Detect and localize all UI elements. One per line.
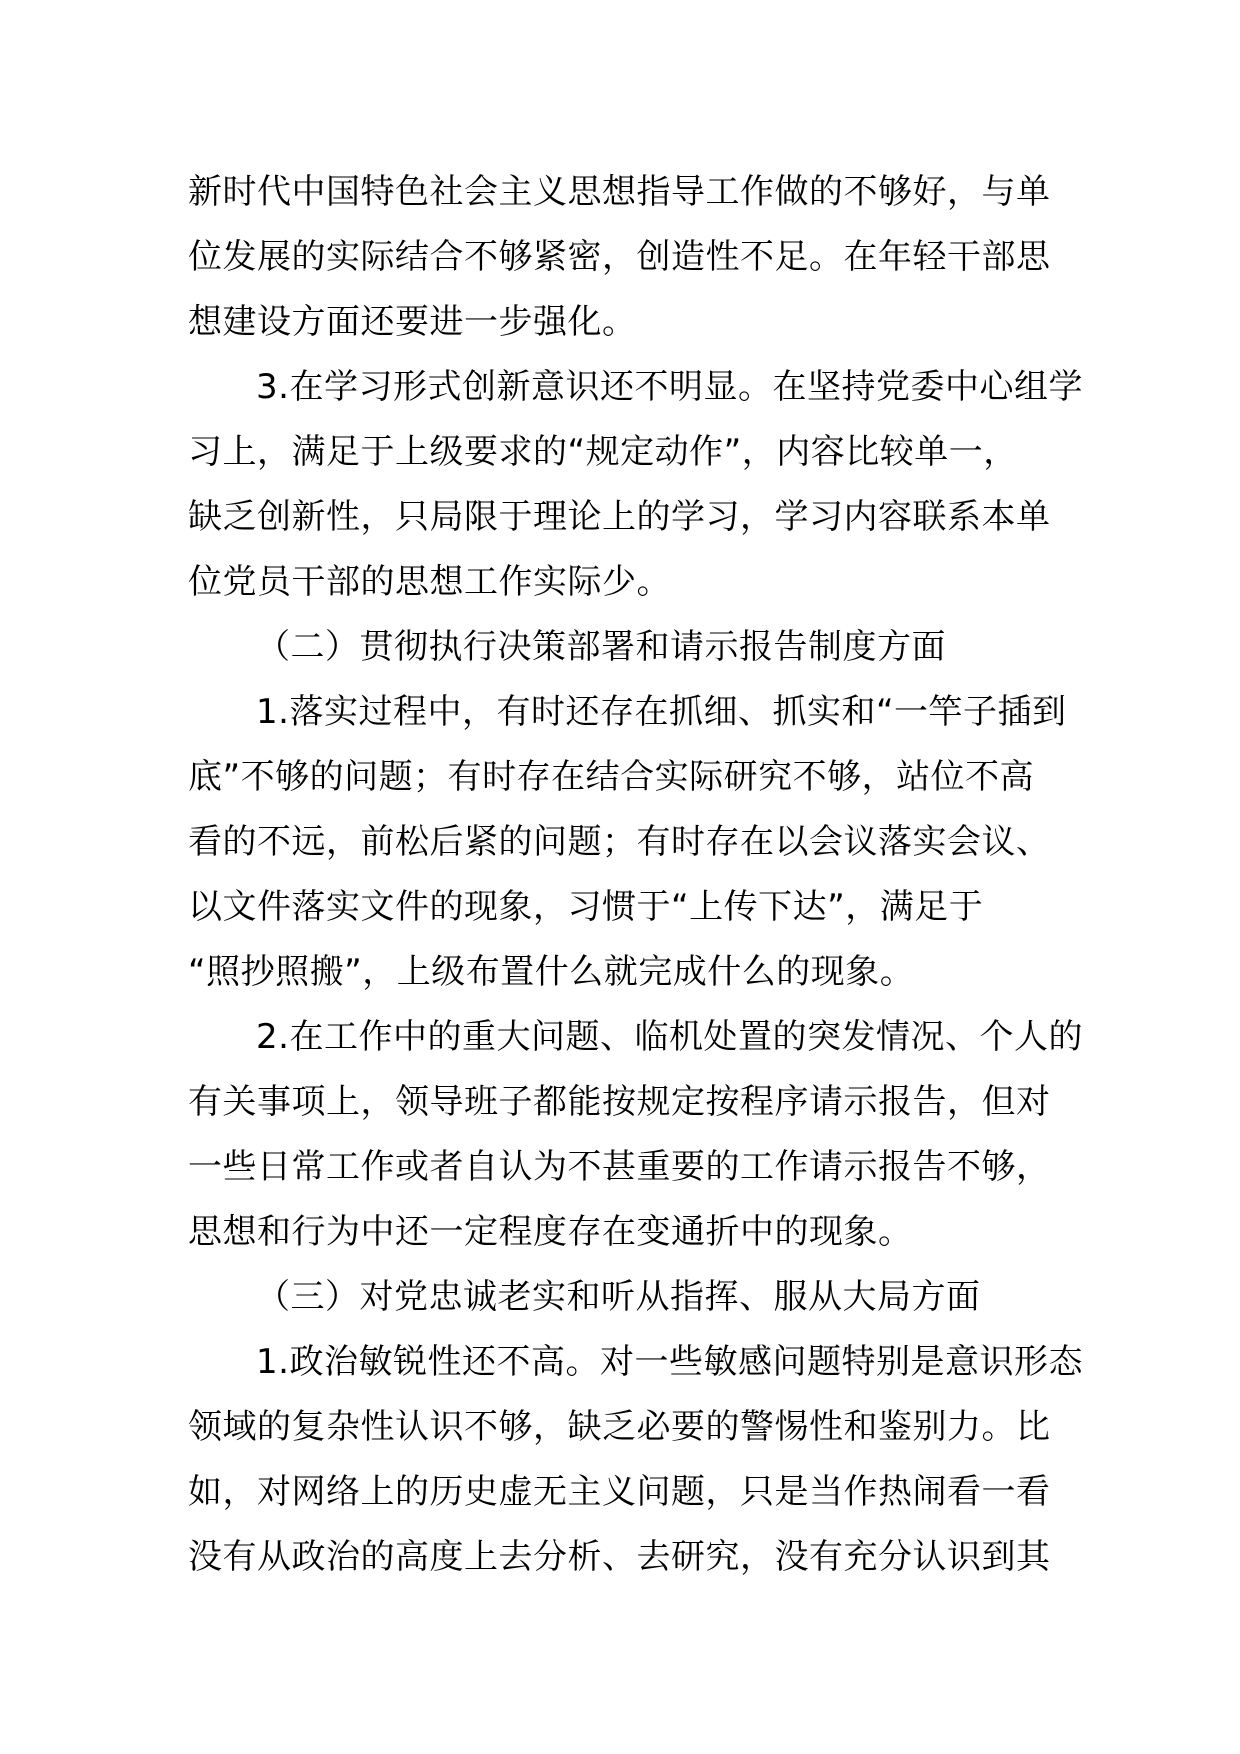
text-line: 领域的复杂性认识不够，缺乏必要的警惕性和鉴别力。比 xyxy=(188,1407,1051,1447)
text-line: 位党员干部的思想工作实际少。 xyxy=(188,562,671,602)
text-line: 3.在学习形式创新意识还不明显。在坚持党委中心组学 xyxy=(256,367,1083,407)
text-line: 以文件落实文件的现象，习惯于“上传下达”，满足于 xyxy=(188,887,984,927)
text-line: 1.落实过程中，有时还存在抓细、抓实和“一竿子插到 xyxy=(256,692,1067,732)
text-line: 新时代中国特色社会主义思想指导工作做的不够好，与单 xyxy=(188,172,1051,212)
text-line: 有关事项上，领导班子都能按规定按程序请示报告，但对 xyxy=(188,1082,1051,1122)
text-line: 看的不远，前松后紧的问题；有时存在以会议落实会议、 xyxy=(188,822,1051,862)
text-line: 1.政治敏锐性还不高。对一些敏感问题特别是意识形态 xyxy=(256,1342,1083,1382)
text-line: “照抄照搬”，上级布置什么就完成什么的现象。 xyxy=(188,952,915,992)
text-line: 习上，满足于上级要求的“规定动作”，内容比较单一， xyxy=(188,432,1018,472)
text-line: 没有从政治的高度上去分析、去研究，没有充分认识到其 xyxy=(188,1537,1051,1577)
text-line: 2.在工作中的重大问题、临机处置的突发情况、个人的 xyxy=(256,1017,1083,1057)
section-heading: （三）对党忠诚老实和听从指挥、服从大局方面 xyxy=(256,1277,981,1317)
text-line: 想建设方面还要进一步强化。 xyxy=(188,302,637,342)
text-line: 如，对网络上的历史虚无主义问题，只是当作热闹看一看 xyxy=(188,1472,1051,1512)
text-line: 位发展的实际结合不够紧密，创造性不足。在年轻干部思 xyxy=(188,237,1051,277)
document-body xyxy=(188,160,1083,1590)
text-line: 底”不够的问题；有时存在结合实际研究不够，站位不高 xyxy=(188,757,1035,797)
text-line: 缺乏创新性，只局限于理论上的学习，学习内容联系本单 xyxy=(188,497,1051,537)
text-line: 思想和行为中还一定程度存在变通折中的现象。 xyxy=(188,1212,913,1252)
text-line: 一些日常工作或者自认为不甚重要的工作请示报告不够， xyxy=(188,1147,1051,1187)
section-heading: （二）贯彻执行决策部署和请示报告制度方面 xyxy=(256,627,946,667)
